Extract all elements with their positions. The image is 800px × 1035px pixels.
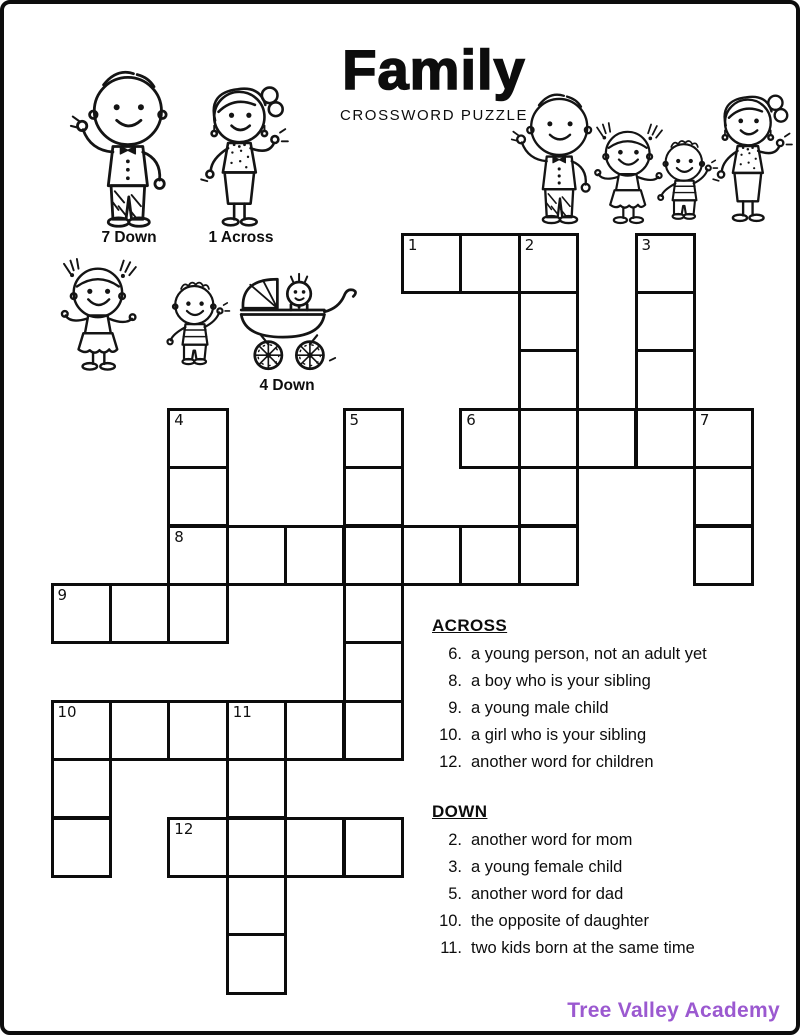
- crossword-cell-r6c5[interactable]: [343, 583, 404, 644]
- cell-number: 7: [699, 410, 710, 429]
- cell-number: 9: [57, 585, 68, 604]
- crossword-cell-r5c5[interactable]: [343, 525, 404, 586]
- clue-text: another word for mom: [471, 831, 633, 849]
- brand-text: Tree Valley Academy: [567, 999, 780, 1022]
- crossword-cell-r9c3[interactable]: [226, 758, 287, 819]
- crossword-cell-r0c8[interactable]: [518, 233, 579, 294]
- mom-figure-label: 1 Across: [208, 229, 274, 246]
- crossword-cell-r3c8[interactable]: [518, 408, 579, 469]
- crossword-cell-r1c8[interactable]: [518, 291, 579, 352]
- crossword-cell-r5c2[interactable]: [167, 525, 228, 586]
- cell-number: 1: [407, 235, 418, 254]
- crossword-cell-r3c11[interactable]: [693, 408, 754, 469]
- pram-figure-label: 4 Down: [259, 377, 315, 394]
- crossword-cell-r2c8[interactable]: [518, 349, 579, 410]
- baby-in-pram-illustration: [234, 272, 356, 376]
- clue-text: a boy who is your sibling: [471, 672, 651, 690]
- clue-text: a young male child: [471, 699, 609, 717]
- clue-item: [432, 753, 792, 780]
- crossword-cell-r8c0[interactable]: [51, 700, 112, 761]
- crossword-cell-r4c5[interactable]: [343, 466, 404, 527]
- cell-number: 2: [524, 235, 535, 254]
- clue-item: [432, 645, 792, 672]
- crossword-cell-r3c7[interactable]: [459, 408, 520, 469]
- crossword-cell-r2c10[interactable]: [635, 349, 696, 410]
- clue-text: the opposite of daughter: [471, 912, 649, 930]
- clue-text: another word for children: [471, 753, 654, 771]
- clue-number: 10.: [439, 912, 462, 930]
- family-of-four-illustration: [509, 88, 796, 234]
- crossword-cell-r5c3[interactable]: [226, 525, 287, 586]
- crossword-cell-r3c2[interactable]: [167, 408, 228, 469]
- crossword-cell-r5c7[interactable]: [459, 525, 520, 586]
- clue-text: a young person, not an adult yet: [471, 645, 707, 663]
- crossword-cell-r8c2[interactable]: [167, 700, 228, 761]
- crossword-cell-r0c6[interactable]: [401, 233, 462, 294]
- crossword-cell-r4c2[interactable]: [167, 466, 228, 527]
- crossword-cell-r9c0[interactable]: [51, 758, 112, 819]
- cell-number: 4: [174, 410, 184, 429]
- page-title: Family: [342, 38, 526, 101]
- clue-number: 8.: [448, 672, 462, 690]
- clue-item: [432, 885, 792, 912]
- down-clue-list: [432, 831, 792, 966]
- cell-number: 3: [641, 235, 652, 254]
- crossword-cell-r3c10[interactable]: [635, 408, 696, 469]
- clue-item: [432, 858, 792, 885]
- crossword-cell-r8c3[interactable]: [226, 700, 287, 761]
- clue-text: a girl who is your sibling: [471, 726, 647, 744]
- crossword-cell-r0c7[interactable]: [459, 233, 520, 294]
- clue-number: 11.: [440, 939, 462, 957]
- crossword-cell-r8c1[interactable]: [109, 700, 170, 761]
- crossword-cell-r3c9[interactable]: [576, 408, 637, 469]
- cell-number: 12: [174, 819, 194, 838]
- crossword-cell-r0c10[interactable]: [635, 233, 696, 294]
- boy-illustration: [162, 280, 228, 372]
- crossword-cell-r5c4[interactable]: [284, 525, 345, 586]
- crossword-cell-r1c10[interactable]: [635, 291, 696, 352]
- crossword-cell-r10c4[interactable]: [284, 817, 345, 878]
- mom-illustration: [196, 82, 287, 230]
- crossword-cell-r8c5[interactable]: [343, 700, 404, 761]
- crossword-cell-r11c3[interactable]: [226, 875, 287, 936]
- girl-illustration: [59, 259, 140, 372]
- clue-number: 2.: [448, 831, 462, 849]
- cell-number: 6: [466, 410, 476, 429]
- crossword-cell-r5c11[interactable]: [693, 525, 754, 586]
- dad-figure-label: 7 Down: [101, 229, 157, 246]
- across-heading: ACROSS: [432, 616, 508, 635]
- crossword-cell-r3c5[interactable]: [343, 408, 404, 469]
- crossword-cell-r6c0[interactable]: [51, 583, 112, 644]
- cell-number: 11: [232, 702, 252, 721]
- crossword-cell-r10c3[interactable]: [226, 817, 287, 878]
- crossword-cell-r4c8[interactable]: [518, 466, 579, 527]
- clue-item: [432, 939, 792, 966]
- crossword-cell-r10c0[interactable]: [51, 817, 112, 878]
- down-heading: DOWN: [432, 802, 488, 821]
- clue-item: [432, 912, 792, 939]
- crossword-cell-r6c2[interactable]: [167, 583, 228, 644]
- down-clues: [432, 802, 792, 966]
- clue-number: 5.: [448, 885, 462, 903]
- across-clues: [432, 616, 792, 780]
- clue-number: 10.: [439, 726, 462, 744]
- cell-number: 10: [57, 702, 77, 721]
- clue-number: 9.: [448, 699, 462, 717]
- crossword-cell-r5c8[interactable]: [518, 525, 579, 586]
- crossword-cell-r10c2[interactable]: [167, 817, 228, 878]
- cell-number: 8: [174, 527, 184, 546]
- clue-item: [432, 699, 792, 726]
- crossword-cell-r7c5[interactable]: [343, 641, 404, 702]
- clue-item: [432, 726, 792, 753]
- clue-number: 3.: [448, 858, 462, 876]
- clue-item: [432, 831, 792, 858]
- crossword-cell-r8c4[interactable]: [284, 700, 345, 761]
- dad-illustration: [70, 64, 182, 228]
- clue-text: two kids born at the same time: [471, 939, 695, 957]
- clue-text: a young female child: [471, 858, 623, 876]
- clue-number: 12.: [439, 753, 462, 771]
- clue-item: [432, 672, 792, 699]
- page-subtitle: CROSSWORD PUZZLE: [339, 107, 529, 124]
- crossword-cell-r10c5[interactable]: [343, 817, 404, 878]
- crossword-cell-r6c1[interactable]: [109, 583, 170, 644]
- crossword-cell-r12c3[interactable]: [226, 933, 287, 994]
- crossword-cell-r4c11[interactable]: [693, 466, 754, 527]
- across-clue-list: [432, 645, 792, 780]
- crossword-cell-r5c6[interactable]: [401, 525, 462, 586]
- clue-number: 6.: [448, 645, 462, 663]
- cell-number: 5: [349, 410, 360, 429]
- clue-text: another word for dad: [471, 885, 624, 903]
